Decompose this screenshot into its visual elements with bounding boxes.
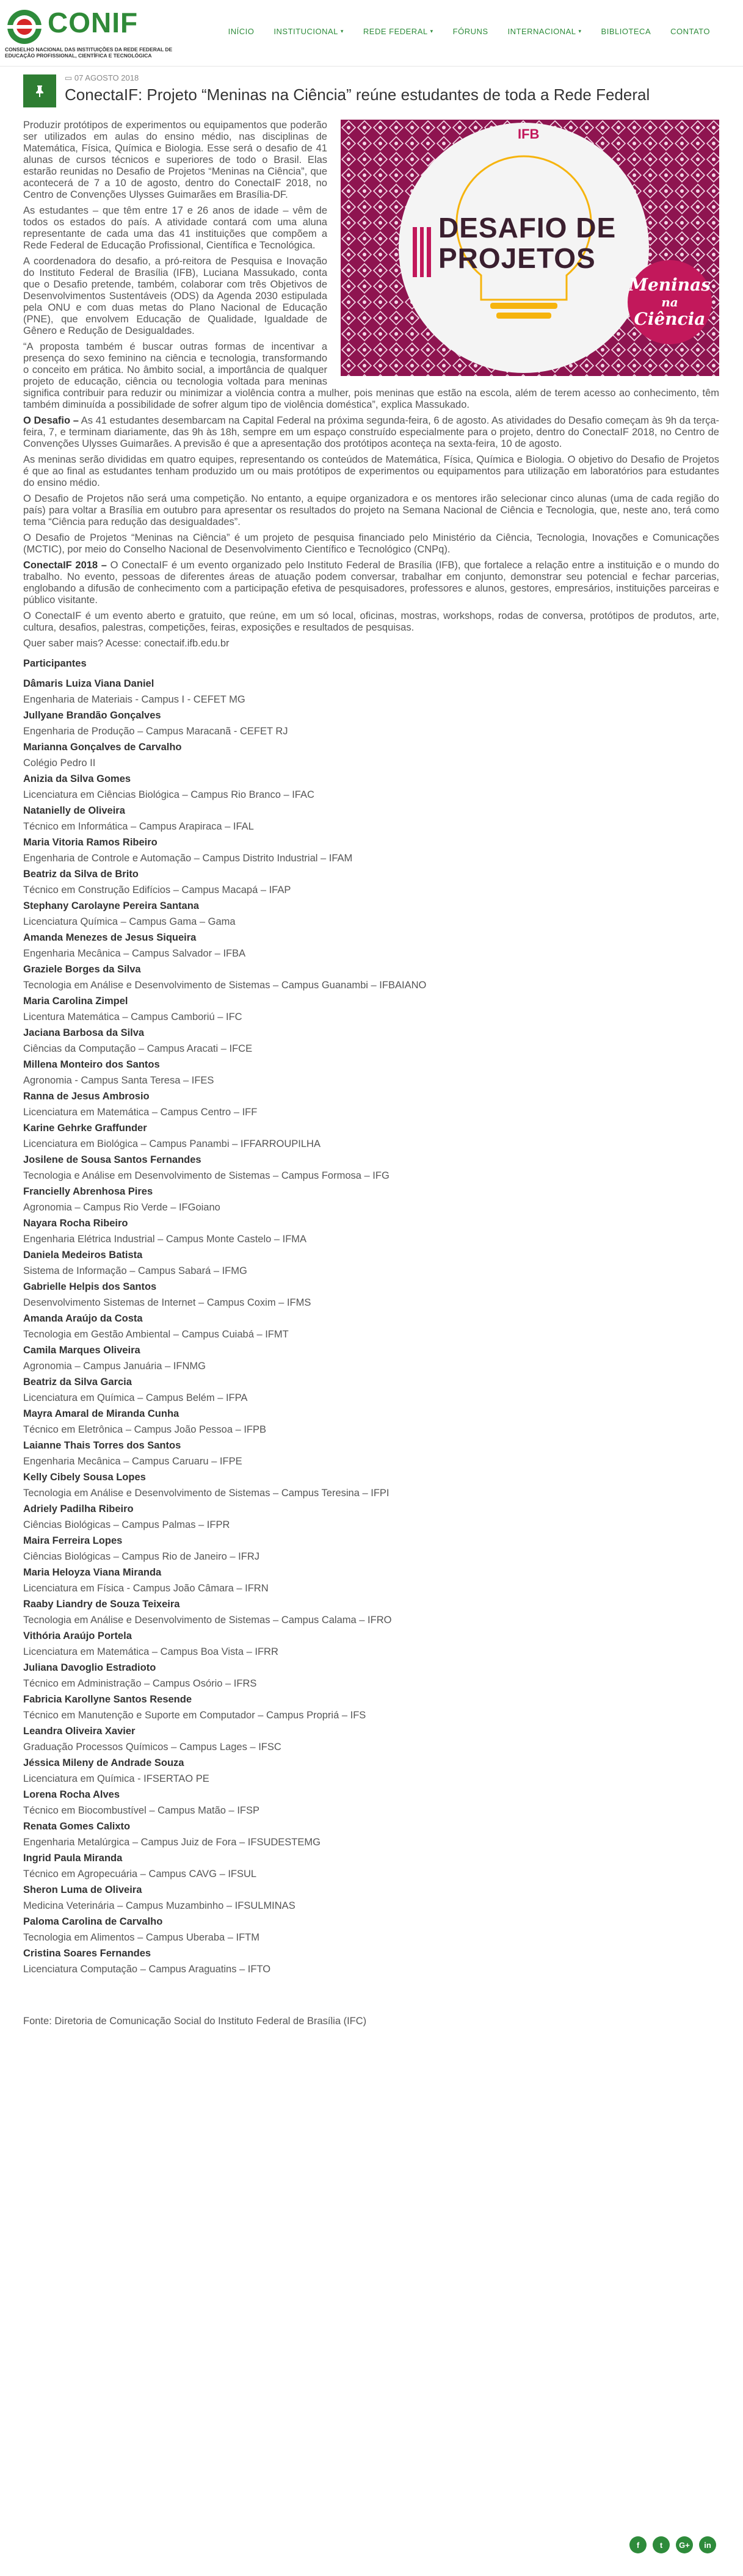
participant-name: Maria Carolina Zimpel xyxy=(23,996,128,1007)
desafio-text: As 41 estudantes desembarcam na Capital Federal na próxima segunda-feira, 6 de agosto. As atividades do Desafio começam às 9h da terça-feira, 7, e terminam diariamente, das 9h às 18h, sempre em um espaço construído especialmente para o projeto, dentro do ConectaIF 2018, no Centro de Convenções Ulysses Guimarães. A previsão é que a apresentação dos protótipos aconteça na sexta-feira, 10 de agosto. xyxy=(23,415,719,449)
participant-course: Técnico em Agropecuária – Campus CAVG – IFSUL xyxy=(23,1869,257,1880)
participant-course: Engenharia de Materiais - Campus I - CEFET MG xyxy=(23,694,245,705)
participant-name: Adriely Padilha Ribeiro xyxy=(23,1503,134,1514)
participant-course: Licenciatura em Ciências Biológica – Campus Rio Branco – IFAC xyxy=(23,789,314,800)
participant-course: Tecnologia em Gestão Ambiental – Campus Cuiabá – IFMT xyxy=(23,1329,289,1340)
participant-name: Francielly Abrenhosa Pires xyxy=(23,1186,153,1197)
participant-name: Leandra Oliveira Xavier xyxy=(23,1726,136,1737)
participant-name: Daniela Medeiros Batista xyxy=(23,1250,143,1261)
participant-name: Beatriz da Silva de Brito xyxy=(23,869,139,880)
badge-line3: Ciência xyxy=(634,309,706,329)
participant-name: Gabrielle Helpis dos Santos xyxy=(23,1281,157,1292)
participant-name: Vithória Araújo Portela xyxy=(23,1630,132,1641)
participant-course: Tecnologia em Análise e Desenvolvimento de Sistemas – Campus Calama – IFRO xyxy=(23,1615,392,1626)
nav-item-label: CONTATO xyxy=(670,27,710,36)
participant-course: Agronomia – Campus Januária – IFNMG xyxy=(23,1361,206,1372)
participant-name: Stephany Carolayne Pereira Santana xyxy=(23,900,199,911)
participant-course: Desenvolvimento Sistemas de Internet – Campus Coxim – IFMS xyxy=(23,1297,311,1308)
paragraph-quote: “A proposta também é buscar outras formas de incentivar a presença do sexo feminino na ciência e tecnologia, transformando o conceito em prática. No âmbito social, a importância de qualquer projeto de educação, ciência ou tecnologia voltada para meninas significa contribuir para reduzir ou minimizar a violência contra a mulher, pois meninas que estão na escola, além de terem acesso ao conhecimento, têm também diminuída a possibilidade de sofrer algum tipo de violência doméstica”, explica Massukado. xyxy=(23,341,719,410)
paragraph-intro: Produzir protótipos de experimentos ou equipamentos que poderão ser utilizados em aulas do ensino médio, nas disciplinas de Matemática, Física, Química e Biologia. Esse será o desafio de 41 alunas de cursos técnicos e superiores de todo o Brasil. Elas estarão reunidas no Desafio de Projetos “Meninas na Ciência”, que acontecerá de 7 a 10 de agosto, dentro do ConectaIF 2018, no Centro de Convenções Ulysses Guimarães em Brasília-DF. xyxy=(23,120,327,200)
participant-name: Ingrid Paula Miranda xyxy=(23,1853,123,1864)
participant-name: Nayara Rocha Ribeiro xyxy=(23,1218,128,1229)
participant-course: Agronomia – Campus Rio Verde – IFGoiano xyxy=(23,1202,220,1213)
participant-name: Amanda Araújo da Costa xyxy=(23,1313,143,1324)
post-content xyxy=(23,120,719,2031)
participant-course: Técnico em Manutenção e Suporte em Computador – Campus Propriá – IFS xyxy=(23,1710,366,1721)
participant-name: Lorena Rocha Alves xyxy=(23,1789,120,1800)
participant-course: Engenharia Elétrica Industrial – Campus Monte Castelo – IFMA xyxy=(23,1234,307,1245)
nav-item-institucional[interactable] xyxy=(264,27,353,36)
linkedin-icon: in xyxy=(704,2540,711,2550)
participant-course: Engenharia Mecânica – Campus Salvador – IFBA xyxy=(23,948,246,959)
nav-item-label: INÍCIO xyxy=(228,27,255,36)
participant-name: Raaby Liandry de Souza Teixeira xyxy=(23,1599,180,1610)
google-plus-icon: G+ xyxy=(679,2540,690,2550)
google-plus-share-button[interactable] xyxy=(676,2536,693,2553)
chevron-down-icon: ▾ xyxy=(430,28,433,34)
paragraph-teams: As meninas serão divididas em quatro equipes, representando os conteúdos de Matemática, Física, Química e Biologia. O objetivo do Desafio de Projetos é que ao final as estudantes tenham produzido um ou mais protótipos de experimentos ou equipamentos para utilização em laboratórios para estudantes do ensino médio. xyxy=(23,454,719,488)
participant-course: Engenharia de Produção – Campus Maracanã - CEFET RJ xyxy=(23,726,288,737)
participant-course: Engenharia Mecânica – Campus Caruaru – IFPE xyxy=(23,1456,242,1467)
participant-name: Josilene de Sousa Santos Fernandes xyxy=(23,1154,201,1165)
conif-emblem-icon xyxy=(5,7,44,46)
participant-course: Técnico em Eletrônica – Campus João Pessoa – IFPB xyxy=(23,1424,267,1435)
participant-course: Engenharia de Controle e Automação – Campus Distrito Industrial – IFAM xyxy=(23,853,353,864)
paragraph-funding: O Desafio de Projetos “Meninas na Ciência” é um projeto de pesquisa financiado pelo Ministério da Ciência, Tecnologia, Inovações e Comunicações (MCTIC), por meio do Conselho Nacional de Desenvolvimento Científico e Tecnológico (CNPq). xyxy=(23,532,719,555)
participant-course: Ciências Biológicas – Campus Palmas – IFPR xyxy=(23,1519,230,1530)
participant-course: Graduação Processos Químicos – Campus Lages – IFSC xyxy=(23,1742,281,1753)
participant-course: Licenciatura em Biológica – Campus Panambi – IFFARROUPILHA xyxy=(23,1138,321,1149)
participant-course: Medicina Veterinária – Campus Muzambinho – IFSULMINAS xyxy=(23,1900,295,1911)
participant-name: Paloma Carolina de Carvalho xyxy=(23,1916,163,1927)
facebook-icon: f xyxy=(636,2540,640,2550)
nav-item-início[interactable] xyxy=(219,27,264,36)
banner-badge xyxy=(628,260,712,344)
participant-name: Maira Ferreira Lopes xyxy=(23,1535,123,1546)
paragraph-more-info: Quer saber mais? Acesse: conectaif.ifb.edu.br xyxy=(23,638,230,649)
participant-course: Colégio Pedro II xyxy=(23,758,96,769)
participant-name: Maria Heloyza Viana Miranda xyxy=(23,1567,162,1578)
participant-course: Tecnologia e Análise em Desenvolvimento de Sistemas – Campus Formosa – IFG xyxy=(23,1170,390,1181)
participant-name: Millena Monteiro dos Santos xyxy=(23,1059,160,1070)
twitter-icon: t xyxy=(659,2540,663,2550)
twitter-share-button[interactable] xyxy=(653,2536,670,2553)
post-header xyxy=(23,72,719,109)
participant-course: Técnico em Informática – Campus Arapiraca – IFAL xyxy=(23,821,254,832)
post-title: ConectaIF: Projeto “Meninas na Ciência” reúne estudantes de toda a Rede Federal xyxy=(65,85,650,104)
participant-course: Tecnologia em Alimentos – Campus Uberaba – IFTM xyxy=(23,1932,260,1943)
participant-course: Técnico em Construção Edifícios – Campus Macapá – IFAP xyxy=(23,885,291,895)
post-date-text: 07 AGOSTO 2018 xyxy=(74,73,139,82)
participant-name: Fabricia Karollyne Santos Resende xyxy=(23,1694,192,1705)
source-credit: Fonte: Diretoria de Comunicação Social do Instituto Federal de Brasília (IFC) xyxy=(23,2016,367,2027)
participant-name: Renata Gomes Calixto xyxy=(23,1821,131,1832)
conif-logo[interactable] xyxy=(5,6,188,61)
participant-name: Laianne Thais Torres dos Santos xyxy=(23,1440,181,1451)
calendar-icon: ▭ xyxy=(65,73,73,82)
participants-list xyxy=(23,678,719,1975)
paragraph-conectaif xyxy=(23,560,719,606)
participant-name: Mayra Amaral de Miranda Cunha xyxy=(23,1408,179,1419)
paragraph-coordinator: A coordenadora do desafio, a pró-reitora de Pesquisa e Inovação do Instituto Federal de Brasília (IFB), Luciana Massukado, conta que o Desafio pretende, também, colaborar com três Objetivos de Desenvolvimentos Sustentáveis (ODS) da Agenda 2030 estipulada pela ONU e com duas metas do Plano Nacional de Educação (PNE), que envolvem Educação de Qualidade, Igualdade de Gênero e Redução de Desigualdades. xyxy=(23,256,327,336)
banner-line2: PROJETOS xyxy=(438,242,596,274)
nav-item-label: REDE FEDERAL xyxy=(363,27,428,36)
nav-item-fóruns[interactable] xyxy=(443,27,498,36)
conectaif-label: ConectaIF 2018 – xyxy=(23,560,107,571)
participant-name: Sheron Luma de Oliveira xyxy=(23,1884,142,1895)
paragraph-event: O ConectaIF é um evento aberto e gratuito, que reúne, em um só local, oficinas, mostras, workshops, rodas de conversa, protótipos de produtos, arte, cultura, desafios, palestras, competições, feiras, exposições e resultados de pesquisas. xyxy=(23,610,719,633)
participant-course: Agronomia - Campus Santa Teresa – IFES xyxy=(23,1075,214,1086)
badge-line1: Meninas xyxy=(628,275,711,295)
nav-item-contato[interactable] xyxy=(661,27,720,36)
paragraph-students: As estudantes – que têm entre 17 e 26 anos de idade – vêm de todos os estados do país. A atividade contará com uma aluna representante de cada uma das 41 instituições que compõem a Rede Federal de Educação Profissional, Científica e Tecnológica. xyxy=(23,205,327,251)
participant-course: Engenharia Metalúrgica – Campus Juiz de Fora – IFSUDESTEMG xyxy=(23,1837,321,1848)
logo-subtitle: CONSELHO NACIONAL DAS INSTITUIÇÕES DA REDE FEDERAL DE EDUCAÇÃO PROFISSIONAL, CIENTÍFICA E TECNOLÓGICA xyxy=(5,46,173,59)
desafio-projetos-banner xyxy=(341,120,719,376)
participant-name: Juliana Davoglio Estradioto xyxy=(23,1662,156,1673)
participant-name: Marianna Gonçalves de Carvalho xyxy=(23,742,182,753)
nav-item-label: BIBLIOTECA xyxy=(601,27,651,36)
participant-course: Ciências da Computação – Campus Aracati – IFCE xyxy=(23,1043,253,1054)
nav-item-label: INSTITUCIONAL xyxy=(274,27,338,36)
participant-name: Kelly Cibely Sousa Lopes xyxy=(23,1472,146,1483)
logo-name: CONIF xyxy=(48,7,139,38)
pin-icon xyxy=(33,84,46,98)
paragraph-selection: O Desafio de Projetos não será uma competição. No entanto, a equipe organizadora e os mentores irão selecionar cinco alunas (uma de cada região do país) para voltar a Brasília em outubro para apresentar os resultados do projeto na Semana Nacional de Ciência e Tecnologia, que, neste ano, terá como tema “Ciência para redução das desigualdades”. xyxy=(23,493,719,527)
header-divider xyxy=(0,66,743,67)
conectaif-text: O ConectaIF é um evento organizado pelo Instituto Federal de Brasília (IFB), que fortalece a relação entre a instituição e o mundo do trabalho. No evento, pessoas de diferentes áreas de atuação podem conversar, trabalhar em conjunto, demonstrar seu potencial e fechar parcerias, englobando a difusão de conhecimento com a participação efetiva de pesquisadores, professores e alunos, gestores, empresários, instituições parceiras e público visitante. xyxy=(23,560,719,606)
participant-name: Camila Marques Oliveira xyxy=(23,1345,140,1356)
participant-name: Jaciana Barbosa da Silva xyxy=(23,1027,145,1038)
participant-name: Karine Gehrke Graffunder xyxy=(23,1123,147,1134)
nav-item-biblioteca[interactable] xyxy=(592,27,661,36)
nav-item-label: INTERNACIONAL xyxy=(507,27,576,36)
participant-name: Amanda Menezes de Jesus Siqueira xyxy=(23,932,197,943)
participant-name: Graziele Borges da Silva xyxy=(23,964,141,975)
social-share-bar xyxy=(629,2536,716,2553)
article xyxy=(23,72,719,2027)
banner-stripes xyxy=(413,227,431,277)
badge-line2: na xyxy=(661,295,678,309)
linkedin-share-button[interactable] xyxy=(699,2536,716,2553)
participant-name: Maria Vitoria Ramos Ribeiro xyxy=(23,837,158,848)
participant-name: Anizia da Silva Gomes xyxy=(23,773,131,784)
participant-course: Técnico em Biocombustível – Campus Matão – IFSP xyxy=(23,1805,259,1816)
participant-course: Licenciatura em Química – Campus Belém – IFPA xyxy=(23,1392,248,1403)
participant-course: Técnico em Administração – Campus Osório – IFRS xyxy=(23,1678,257,1689)
nav-item-label: FÓRUNS xyxy=(452,27,488,36)
chevron-down-icon: ▾ xyxy=(340,28,344,34)
participant-course: Ciências Biológicas – Campus Rio de Janeiro – IFRJ xyxy=(23,1551,260,1562)
participant-course: Licenciatura Computação – Campus Araguatins – IFTO xyxy=(23,1964,271,1975)
participant-course: Sistema de Informação – Campus Sabará – IFMG xyxy=(23,1265,247,1276)
participant-name: Natanielly de Oliveira xyxy=(23,805,125,816)
post-date xyxy=(65,73,139,83)
paragraph-desafio xyxy=(23,415,719,450)
participant-name: Beatriz da Silva Garcia xyxy=(23,1377,132,1387)
participants-heading: Participantes xyxy=(23,658,87,669)
participant-name: Dâmaris Luiza Viana Daniel xyxy=(23,678,154,689)
facebook-share-button[interactable] xyxy=(629,2536,647,2553)
participant-course: Licenciatura em Matemática – Campus Boa Vista – IFRR xyxy=(23,1646,278,1657)
nav-item-rede-federal[interactable] xyxy=(353,27,443,36)
participant-course: Tecnologia em Análise e Desenvolvimento de Sistemas – Campus Guanambi – IFBAIANO xyxy=(23,980,427,991)
main-nav xyxy=(219,27,720,36)
banner-brand: IFB xyxy=(518,126,540,142)
desafio-label: O Desafio – xyxy=(23,415,79,426)
banner-line1: DESAFIO DE xyxy=(438,212,617,244)
participant-name: Ranna de Jesus Ambrosio xyxy=(23,1091,150,1102)
participant-name: Jéssica Mileny de Andrade Souza xyxy=(23,1757,184,1768)
participant-course: Licenciatura em Matemática – Campus Centro – IFF xyxy=(23,1107,258,1118)
participant-course: Tecnologia em Análise e Desenvolvimento de Sistemas – Campus Teresina – IFPI xyxy=(23,1488,390,1499)
participant-course: Licenciatura Química – Campus Gama – Gama xyxy=(23,916,236,927)
participant-name: Cristina Soares Fernandes xyxy=(23,1948,151,1959)
chevron-down-icon: ▾ xyxy=(578,28,582,34)
participant-course: Licenciatura em Química - IFSERTAO PE xyxy=(23,1773,209,1784)
participant-course: Licenciatura em Física - Campus João Câmara – IFRN xyxy=(23,1583,269,1594)
participant-name: Jullyane Brandão Gonçalves xyxy=(23,710,161,721)
nav-item-internacional[interactable] xyxy=(498,27,592,36)
participant-course: Licentura Matemática – Campus Camboriú – IFC xyxy=(23,1011,242,1022)
site-header xyxy=(0,0,743,66)
post-type-badge xyxy=(23,74,56,107)
